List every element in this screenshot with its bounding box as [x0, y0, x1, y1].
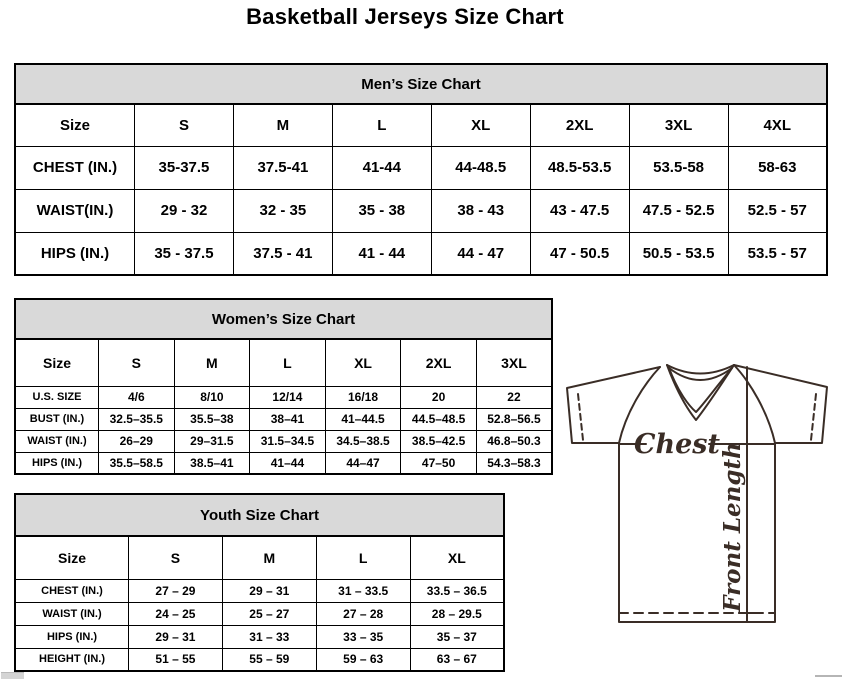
- size-value-cell: 12/14: [250, 386, 326, 408]
- size-value-cell: 29–31.5: [174, 430, 250, 452]
- size-value-cell: 29 - 32: [135, 189, 234, 232]
- measurement-row-label: HIPS (IN.): [15, 232, 135, 275]
- size-value-cell: 37.5 - 41: [233, 232, 332, 275]
- measurement-row-label: WAIST (IN.): [15, 430, 99, 452]
- size-value-cell: 44 - 47: [431, 232, 530, 275]
- size-value-cell: 27 – 28: [316, 602, 410, 625]
- size-value-cell: 38–41: [250, 408, 326, 430]
- youth-size-table: [14, 535, 505, 672]
- size-column-header: S: [99, 339, 175, 386]
- size-column-header: XL: [325, 339, 401, 386]
- size-column-header: 2XL: [530, 104, 629, 146]
- size-column-header: M: [174, 339, 250, 386]
- size-header-row: [15, 339, 552, 386]
- size-value-cell: 33.5 – 36.5: [410, 579, 504, 602]
- size-value-cell: 24 – 25: [129, 602, 223, 625]
- size-value-cell: 29 – 31: [222, 579, 316, 602]
- size-label-header: Size: [15, 104, 135, 146]
- measurement-row: [15, 648, 504, 671]
- size-value-cell: 35.5–38: [174, 408, 250, 430]
- measurement-row-label: CHEST (IN.): [15, 579, 129, 602]
- mens-chart-title: Men’s Size Chart: [14, 63, 828, 103]
- measurement-row-label: BUST (IN.): [15, 408, 99, 430]
- size-value-cell: 41-44: [332, 146, 431, 189]
- size-value-cell: 44.5–48.5: [401, 408, 477, 430]
- front-length-label: Front Length: [719, 442, 746, 612]
- size-value-cell: 38.5–42.5: [401, 430, 477, 452]
- size-label-header: Size: [15, 339, 99, 386]
- mens-size-chart-section: [14, 63, 828, 276]
- size-value-cell: 35.5–58.5: [99, 452, 175, 474]
- size-value-cell: 41–44.5: [325, 408, 401, 430]
- size-value-cell: 25 – 27: [222, 602, 316, 625]
- womens-chart-title: Women’s Size Chart: [14, 298, 553, 338]
- size-value-cell: 54.3–58.3: [476, 452, 552, 474]
- size-column-header: S: [135, 104, 234, 146]
- size-column-header: 4XL: [728, 104, 827, 146]
- measurement-row-label: U.S. SIZE: [15, 386, 99, 408]
- size-value-cell: 27 – 29: [129, 579, 223, 602]
- size-value-cell: 32 - 35: [233, 189, 332, 232]
- size-value-cell: 52.8–56.5: [476, 408, 552, 430]
- measurement-row: [15, 146, 827, 189]
- size-value-cell: 34.5–38.5: [325, 430, 401, 452]
- size-value-cell: 53.5 - 57: [728, 232, 827, 275]
- size-column-header: M: [222, 536, 316, 579]
- size-value-cell: 52.5 - 57: [728, 189, 827, 232]
- cuff-seam-right: [811, 394, 816, 440]
- measurement-row-label: HIPS (IN.): [15, 625, 129, 648]
- size-value-cell: 37.5-41: [233, 146, 332, 189]
- measurement-row: [15, 232, 827, 275]
- size-column-header: 2XL: [401, 339, 477, 386]
- size-value-cell: 20: [401, 386, 477, 408]
- size-value-cell: 38 - 43: [431, 189, 530, 232]
- size-value-cell: 46.8–50.3: [476, 430, 552, 452]
- size-value-cell: 33 – 35: [316, 625, 410, 648]
- size-value-cell: 31.5–34.5: [250, 430, 326, 452]
- size-value-cell: 16/18: [325, 386, 401, 408]
- size-value-cell: 35 – 37: [410, 625, 504, 648]
- measurement-row: [15, 408, 552, 430]
- measurement-row-label: WAIST(IN.): [15, 189, 135, 232]
- mens-size-table: [14, 103, 828, 276]
- womens-size-chart-section: [14, 298, 553, 475]
- size-header-row: [15, 104, 827, 146]
- size-column-header: 3XL: [629, 104, 728, 146]
- measurement-row: [15, 579, 504, 602]
- measurement-row-label: CHEST (IN.): [15, 146, 135, 189]
- youth-size-chart-section: [14, 493, 505, 672]
- partial-element-bottom-left: [1, 672, 24, 679]
- size-column-header: 3XL: [476, 339, 552, 386]
- size-value-cell: 47 - 50.5: [530, 232, 629, 275]
- size-value-cell: 31 – 33: [222, 625, 316, 648]
- size-label-header: Size: [15, 536, 129, 579]
- size-value-cell: 31 – 33.5: [316, 579, 410, 602]
- size-value-cell: 44-48.5: [431, 146, 530, 189]
- partial-element-bottom-right: [815, 675, 842, 677]
- measurement-row: [15, 386, 552, 408]
- size-value-cell: 59 – 63: [316, 648, 410, 671]
- measurement-row: [15, 625, 504, 648]
- size-value-cell: 41–44: [250, 452, 326, 474]
- size-column-header: XL: [410, 536, 504, 579]
- size-value-cell: 26–29: [99, 430, 175, 452]
- size-column-header: XL: [431, 104, 530, 146]
- size-column-header: L: [332, 104, 431, 146]
- jersey-outline: [567, 365, 827, 622]
- size-value-cell: 28 – 29.5: [410, 602, 504, 625]
- measurement-row-label: WAIST (IN.): [15, 602, 129, 625]
- youth-chart-title: Youth Size Chart: [14, 493, 505, 535]
- chest-label: Chest: [634, 429, 720, 460]
- page-title: Basketball Jerseys Size Chart: [246, 4, 564, 29]
- size-value-cell: 51 – 55: [129, 648, 223, 671]
- size-column-header: S: [129, 536, 223, 579]
- size-column-header: L: [250, 339, 326, 386]
- size-value-cell: 35 - 38: [332, 189, 431, 232]
- size-value-cell: 38.5–41: [174, 452, 250, 474]
- size-value-cell: 35 - 37.5: [135, 232, 234, 275]
- size-value-cell: 47–50: [401, 452, 477, 474]
- measurement-row-label: HEIGHT (IN.): [15, 648, 129, 671]
- measurement-row: [15, 602, 504, 625]
- measurement-row: [15, 452, 552, 474]
- cuff-seam-left: [578, 394, 583, 440]
- size-value-cell: 41 - 44: [332, 232, 431, 275]
- size-value-cell: 50.5 - 53.5: [629, 232, 728, 275]
- size-value-cell: 53.5-58: [629, 146, 728, 189]
- size-value-cell: 43 - 47.5: [530, 189, 629, 232]
- size-value-cell: 22: [476, 386, 552, 408]
- measurement-row: [15, 189, 827, 232]
- size-value-cell: 32.5–35.5: [99, 408, 175, 430]
- size-value-cell: 44–47: [325, 452, 401, 474]
- size-column-header: L: [316, 536, 410, 579]
- measurement-row: [15, 430, 552, 452]
- size-value-cell: 29 – 31: [129, 625, 223, 648]
- size-value-cell: 48.5-53.5: [530, 146, 629, 189]
- size-value-cell: 58-63: [728, 146, 827, 189]
- jersey-measurement-diagram: [556, 352, 842, 652]
- size-header-row: [15, 536, 504, 579]
- size-column-header: M: [233, 104, 332, 146]
- size-value-cell: 35-37.5: [135, 146, 234, 189]
- size-value-cell: 8/10: [174, 386, 250, 408]
- size-value-cell: 55 – 59: [222, 648, 316, 671]
- size-value-cell: 4/6: [99, 386, 175, 408]
- size-value-cell: 63 – 67: [410, 648, 504, 671]
- womens-size-table: [14, 338, 553, 475]
- size-value-cell: 47.5 - 52.5: [629, 189, 728, 232]
- measurement-row-label: HIPS (IN.): [15, 452, 99, 474]
